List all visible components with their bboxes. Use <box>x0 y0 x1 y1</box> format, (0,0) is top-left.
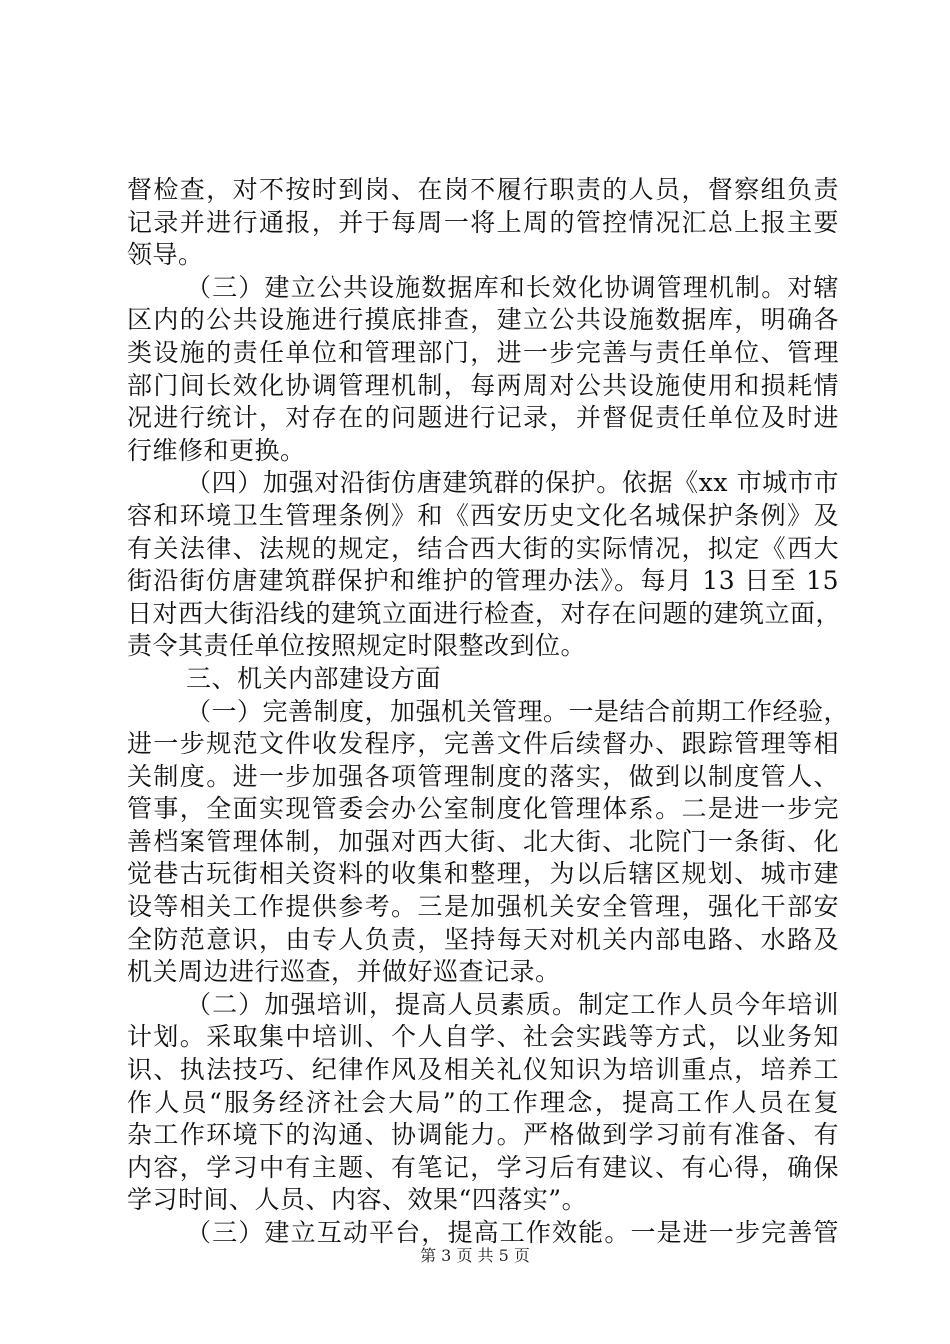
text-line: （一）完善制度，加强机关管理。一是结合前期工作经验， <box>186 696 850 726</box>
text-line: 杂工作环境下的沟通、协调能力。严格做到学习前有准备、有 <box>127 1120 839 1150</box>
text-line: 全防范意识，由专人负责，坚持每天对机关内部电路、水路及 <box>127 924 839 954</box>
text-line: 督检查，对不按时到岗、在岗不履行职责的人员，督察组负责 <box>127 175 839 204</box>
text-line: 领导。 <box>127 240 204 270</box>
text-line: （二）加强培训，提高人员素质。制定工作人员今年培训 <box>186 989 839 1019</box>
text-line: 三、机关内部建设方面 <box>186 663 442 693</box>
text-line: 街沿街仿唐建筑群保护和维护的管理办法》。每月 13 日至 15 <box>127 566 839 596</box>
text-line: 类设施的责任单位和管理部门，进一步完善与责任单位、管理 <box>127 337 839 367</box>
text-line: 进一步规范文件收发程序，完善文件后续督办、跟踪管理等相 <box>127 729 839 759</box>
text-line: 责令其责任单位按照规定时限整改到位。 <box>127 631 587 661</box>
text-line: （三）建立互动平台，提高工作效能。一是进一步完善管 <box>186 1218 839 1247</box>
page-footer: 第 3 页 共 5 页 <box>420 1246 530 1265</box>
text-line: 记录并进行通报，并于每周一将上周的管控情况汇总上报主要 <box>127 207 839 237</box>
text-line: 善档案管理体制，加强对西大街、北大街、北院门一条街、化 <box>127 826 839 856</box>
text-line: 行维修和更换。 <box>127 435 306 465</box>
text-line: 设等相关工作提供参考。三是加强机关安全管理，强化干部安 <box>127 892 839 922</box>
text-line: 觉巷古玩街相关资料的收集和整理，为以后辖区规划、城市建 <box>127 859 839 889</box>
text-line: 关制度。进一步加强各项管理制度的落实，做到以制度管人、 <box>127 761 839 791</box>
text-line: 学习时间、人员、内容、效果“四落实”。 <box>127 1185 588 1215</box>
text-line: 部门间长效化协调管理机制，每两周对公共设施使用和损耗情 <box>127 370 839 400</box>
text-line: 管事，全面实现管委会办公室制度化管理体系。二是进一步完 <box>127 794 839 824</box>
text-line: （三）建立公共设施数据库和长效化协调管理机制。对辖 <box>186 272 839 302</box>
text-line: 日对西大街沿线的建筑立面进行检查，对存在问题的建筑立面， <box>127 598 842 628</box>
text-line: 作人员“服务经济社会大局”的工作理念，提高工作人员在复 <box>127 1087 839 1117</box>
text-line: 区内的公共设施进行摸底排查，建立公共设施数据库，明确各 <box>127 305 839 335</box>
text-line: 识、执法技巧、纪律作风及相关礼仪知识为培训重点，培养工 <box>127 1055 839 1085</box>
text-line: 机关周边进行巡查，并做好巡查记录。 <box>127 957 561 987</box>
text-line: （四）加强对沿街仿唐建筑群的保护。依据《xx 市城市市 <box>186 468 839 498</box>
text-line: 况进行统计，对存在的问题进行记录，并督促责任单位及时进 <box>127 403 839 433</box>
text-line: 内容，学习中有主题、有笔记，学习后有建议、有心得，确保 <box>127 1152 839 1182</box>
text-line: 容和环境卫生管理条例》和《西安历史文化名城保护条例》及 <box>127 500 839 530</box>
document-body <box>127 174 850 1250</box>
text-line: 计划。采取集中培训、个人自学、社会实践等方式，以业务知 <box>127 1022 839 1052</box>
text-line: 有关法律、法规的规定，结合西大街的实际情况，拟定《西大 <box>127 533 839 563</box>
